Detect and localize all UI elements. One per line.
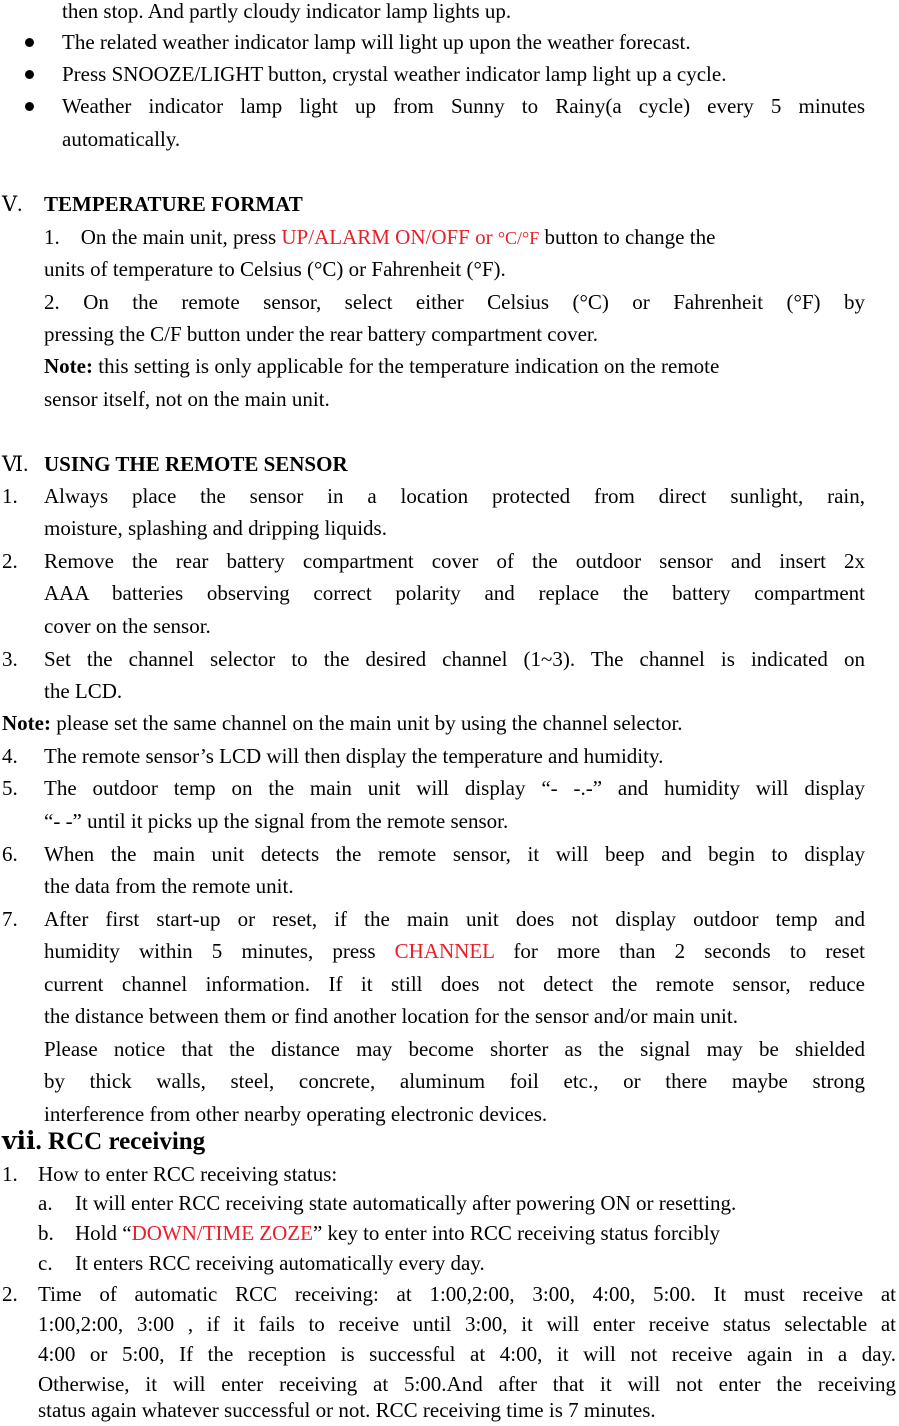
text-span: for more than 2 seconds to reset: [513, 939, 865, 963]
highlight-text: °C/°F: [497, 228, 540, 248]
text-line: then stop. And partly cloudy indicator lamp lights up.: [62, 0, 512, 23]
item-number: 1.: [2, 484, 18, 508]
list-item-line: After first start-up or reset, if the main unit does not display outdoor temp and: [44, 907, 865, 931]
paragraph-line: pressing the C/F button under the rear battery compartment cover.: [44, 322, 599, 346]
note-label: Note:: [2, 711, 51, 735]
item-number: 2.: [2, 549, 18, 573]
text-span: On the main unit, press: [80, 225, 282, 249]
text-span: Hold “: [75, 1221, 132, 1245]
list-item-line: current channel information. If it still does not detect the remote sensor, reduce: [44, 972, 865, 996]
item-number: 7.: [2, 907, 18, 931]
bullet-icon: [25, 102, 34, 111]
section-numeral: Ⅴ.: [2, 192, 23, 216]
list-item-line: AAA batteries observing correct polarity and replace the battery compartment: [44, 581, 865, 605]
sub-item-label: c.: [38, 1251, 53, 1275]
item-number: 1.: [2, 1162, 18, 1186]
list-item-line: the distance between them or find another location for the sensor and/or main unit.: [44, 1004, 738, 1028]
note-line: sensor itself, not on the main unit.: [44, 387, 330, 411]
bullet-item-text: automatically.: [62, 127, 181, 151]
list-item-line: Time of automatic RCC receiving: at 1:00,2:00, 3:00, 4:00, 5:00. It must receive at: [38, 1282, 896, 1306]
note-label: Note:: [44, 354, 93, 378]
bullet-item-text: The related weather indicator lamp will light up upon the weather forecast.: [62, 30, 691, 54]
sub-item-text: It enters RCC receiving automatically every day.: [75, 1251, 485, 1275]
section-title: RCC receiving: [41, 1128, 206, 1155]
section-numeral: ⅶ.: [2, 1128, 42, 1155]
note-text: this setting is only applicable for the temperature indication on the remote: [92, 354, 720, 378]
list-item-line: the data from the remote unit.: [44, 874, 294, 898]
sub-item-label: b.: [38, 1221, 54, 1245]
section-heading: [2, 1126, 205, 1158]
list-item-line: Set the channel selector to the desired channel (1~3). The channel is indicated on: [44, 647, 865, 671]
list-item-line: Otherwise, it will enter receiving at 5:00.And after that it will not enter the receiving: [38, 1372, 896, 1396]
section-heading: USING THE REMOTE SENSOR: [44, 452, 348, 476]
item-number: 5.: [2, 776, 18, 800]
list-item-line: Please notice that the distance may become shorter as the signal may be shielded: [44, 1037, 865, 1061]
item-number: 2.: [2, 1282, 18, 1306]
text-span: ” key to enter into RCC receiving status forcibly: [312, 1221, 721, 1245]
note-line: [44, 350, 719, 382]
note-line: [2, 707, 683, 739]
list-item-line: moisture, splashing and dripping liquids.: [44, 516, 387, 540]
sub-item-label: a.: [38, 1191, 53, 1215]
highlight-text: DOWN/TIME ZOZE: [131, 1221, 313, 1245]
list-item-line: the LCD.: [44, 679, 123, 703]
list-item-line: cover on the sensor.: [44, 614, 211, 638]
section-numeral: Ⅵ.: [2, 452, 29, 476]
text-span: humidity within 5 minutes, press: [44, 939, 395, 963]
list-item-line: The outdoor temp on the main unit will display “- -.-” and humidity will display: [44, 776, 865, 800]
bullet-icon: [25, 70, 34, 79]
list-item-line: When the main unit detects the remote sensor, it will beep and begin to display: [44, 842, 865, 866]
list-item-line: [44, 935, 865, 967]
list-item-line: 1:00,2:00, 3:00 , if it fails to receive until 3:00, it will enter receive status selectable at: [38, 1312, 896, 1336]
bullet-item-text: Weather indicator lamp light up from Sunny to Rainy(a cycle) every 5 minutes: [62, 94, 865, 118]
note-text: please set the same channel on the main unit by using the channel selector.: [50, 711, 683, 735]
list-item-line: The remote sensor’s LCD will then display the temperature and humidity.: [44, 744, 664, 768]
paragraph-line: 2. On the remote sensor, select either Celsius (°C) or Fahrenheit (°F) by: [44, 290, 865, 314]
section-heading: TEMPERATURE FORMAT: [44, 192, 303, 216]
list-item-line: Always place the sensor in a location protected from direct sunlight, rain,: [44, 484, 865, 508]
list-item-line: status again whatever successful or not. RCC receiving time is 7 minutes.: [38, 1398, 656, 1422]
list-item-line: by thick walls, steel, concrete, aluminum foil etc., or there maybe strong: [44, 1069, 865, 1093]
item-number: 1.: [44, 225, 60, 249]
item-number: 4.: [2, 744, 18, 768]
list-item-line: How to enter RCC receiving status:: [38, 1162, 338, 1186]
item-number: 3.: [2, 647, 18, 671]
list-item-line: interference from other nearby operating electronic devices.: [44, 1102, 548, 1126]
sub-item-text: It will enter RCC receiving state automatically after powering ON or resetting.: [75, 1191, 737, 1215]
list-item-line: “- -” until it picks up the signal from the remote sensor.: [44, 809, 509, 833]
paragraph-line: [44, 221, 865, 254]
highlight-text: UP/ALARM ON/OFF or: [281, 225, 498, 249]
paragraph-line: units of temperature to Celsius (°C) or Fahrenheit (°F).: [44, 257, 506, 281]
item-number: 6.: [2, 842, 18, 866]
sub-item-text: [75, 1217, 720, 1249]
list-item-line: 4:00 or 5:00, If the reception is successful at 4:00, it will not receive again in a day.: [38, 1342, 896, 1366]
bullet-icon: [25, 38, 34, 47]
text-span: button to change the: [539, 225, 716, 249]
highlight-text: CHANNEL: [394, 939, 495, 963]
list-item-line: Remove the rear battery compartment cover of the outdoor sensor and insert 2x: [44, 549, 865, 573]
bullet-item-text: Press SNOOZE/LIGHT button, crystal weather indicator lamp light up a cycle.: [62, 62, 727, 86]
